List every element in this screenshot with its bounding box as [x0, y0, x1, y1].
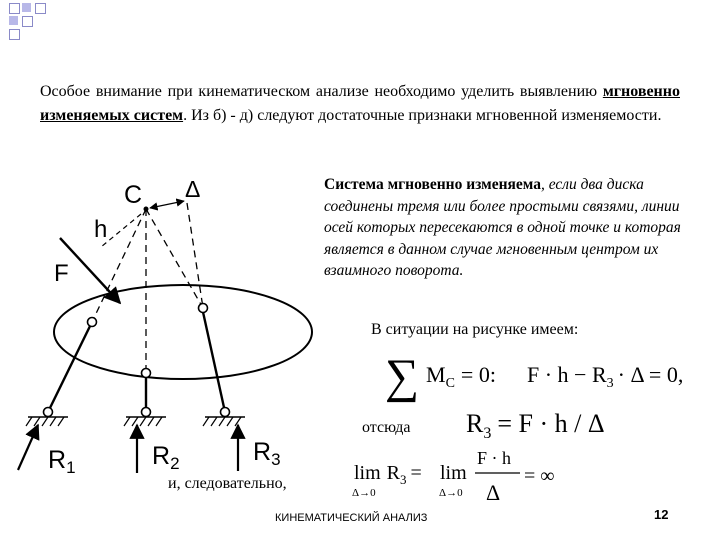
- label-r3: $R_3$: [253, 438, 281, 469]
- limit-word-2: lim: [440, 462, 467, 484]
- label-r1: $R_1$: [48, 446, 76, 477]
- limit-result: = ∞: [524, 465, 555, 487]
- label-delta: Δ: [185, 176, 201, 202]
- intro-text: Особое внимание при кинематическом анализе необходимо уделить выявлению: [40, 83, 603, 100]
- intro-text-end: . Из б) - д) следуют достаточные признаки мгновенной изменяемости.: [183, 107, 662, 124]
- hence-text: отсюда: [362, 419, 411, 436]
- page-number: 12: [654, 507, 669, 522]
- label-h: h: [94, 216, 108, 243]
- label-r2: $R_2$: [152, 442, 180, 473]
- label-f: F: [54, 260, 69, 287]
- sum-symbol: ∑: [385, 350, 420, 403]
- limit-fraction-denominator: Δ: [486, 480, 501, 505]
- limit-under-2: Δ→0: [439, 487, 463, 499]
- consequently-text: и, следовательно,: [168, 475, 287, 492]
- definition-text: , если два диска соединены тремя или более простыми связями, линии осей которых пересекаются в одной точке и которая является в данном случае мгновенным центром их взаимного поворота.: [324, 176, 681, 279]
- situation-text: В ситуации на рисунке имеем:: [371, 321, 579, 338]
- balance-equation: $F \cdot h - R_3 \cdot \Delta = 0$,: [527, 362, 684, 391]
- limit-lhs: $\lim R_3$ =: [354, 462, 422, 487]
- intro-emphasis: мгновенно изменяемых систем: [40, 83, 680, 124]
- r3-equation: $R_3 = F \cdot h / \Delta$: [466, 409, 605, 442]
- footer-title: КИНЕМАТИЧЕСКИЙ АНАЛИЗ: [275, 512, 428, 524]
- limit-fraction-numerator: F · h: [477, 448, 512, 468]
- definition-term: Система мгновенно изменяема: [324, 176, 541, 193]
- label-c: C: [124, 181, 143, 209]
- limit-under-1: Δ→0: [352, 487, 376, 499]
- moment-equation: $M_C = 0$:: [426, 362, 496, 391]
